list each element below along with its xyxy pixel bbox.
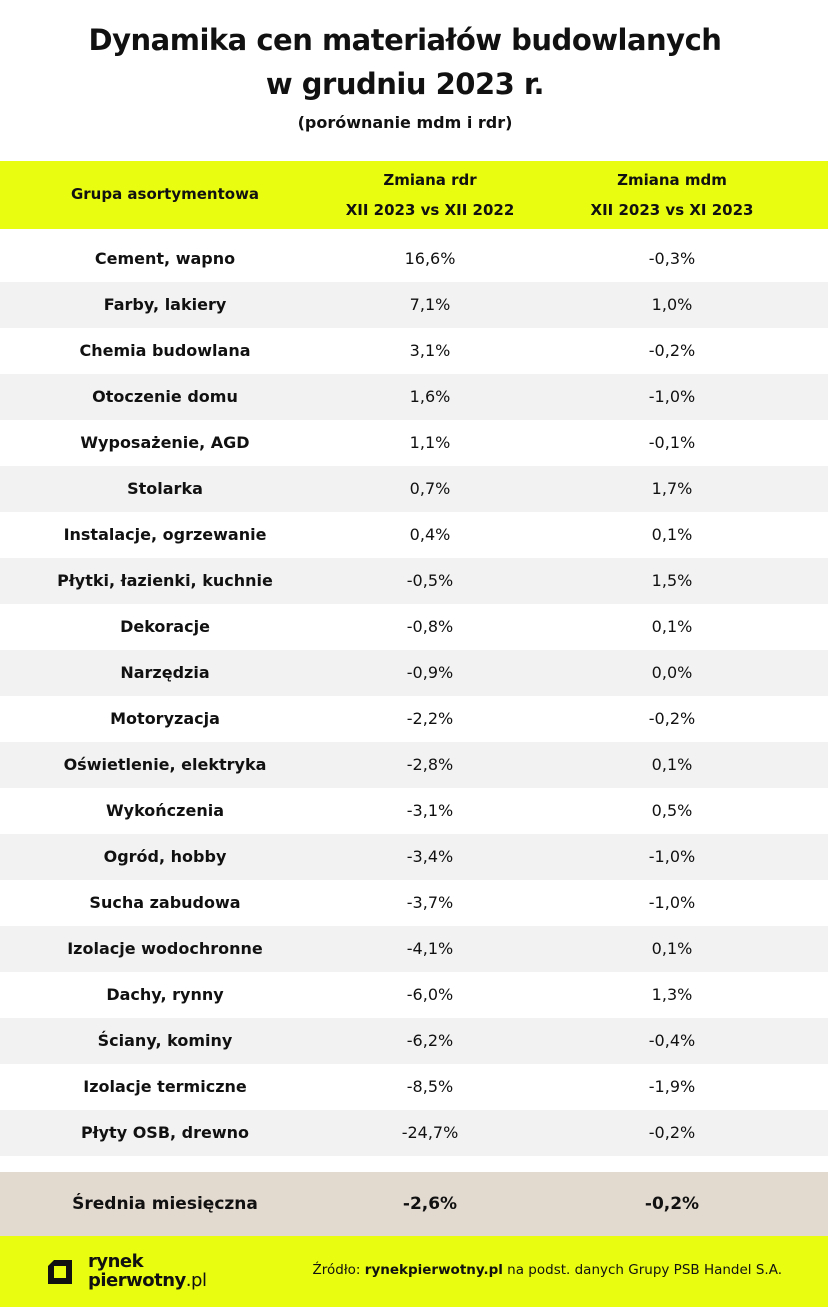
- row-mdm-value: 0,1%: [651, 755, 693, 774]
- source-prefix: Źródło:: [312, 1262, 365, 1278]
- table-row: [0, 236, 828, 282]
- row-rdr-value: 0,4%: [409, 525, 451, 544]
- row-group-name: Wyposażenie, AGD: [80, 433, 250, 452]
- row-group-name: Sucha zabudowa: [89, 893, 241, 912]
- table-body: [0, 236, 828, 1156]
- row-mdm-value: -0,2%: [648, 709, 696, 728]
- row-group-name: Motoryzacja: [110, 709, 220, 728]
- title-line-1: Dynamika cen materiałów budowlanych: [88, 23, 722, 57]
- row-group-name: Izolacje wodochronne: [67, 939, 263, 958]
- row-rdr-value: 16,6%: [404, 249, 456, 268]
- row-group-name: Ogród, hobby: [103, 847, 227, 866]
- row-group-name: Ściany, kominy: [97, 1031, 233, 1050]
- average-rdr: -2,6%: [402, 1194, 458, 1214]
- page-subtitle: (porównanie mdm i rdr): [297, 113, 513, 132]
- row-mdm-value: -0,2%: [648, 341, 696, 360]
- row-rdr-value: -2,2%: [406, 709, 454, 728]
- row-rdr-value: 1,6%: [409, 387, 451, 406]
- row-rdr-value: -4,1%: [406, 939, 454, 958]
- table-row: [0, 650, 828, 696]
- table-row: [0, 696, 828, 742]
- table-row: [0, 1064, 828, 1110]
- table-row: [0, 282, 828, 328]
- rynekpierwotny-logo-icon: [46, 1258, 74, 1286]
- row-mdm-value: 1,0%: [651, 295, 693, 314]
- table-row: [0, 742, 828, 788]
- logo-suffix: .pl: [185, 1270, 207, 1291]
- table-row: [0, 512, 828, 558]
- table-row: [0, 788, 828, 834]
- row-rdr-value: -3,7%: [406, 893, 454, 912]
- row-group-name: Stolarka: [127, 479, 203, 498]
- table-row: [0, 558, 828, 604]
- table-row: [0, 374, 828, 420]
- row-group-name: Wykończenia: [106, 801, 224, 820]
- row-rdr-value: -24,7%: [401, 1123, 459, 1142]
- row-mdm-value: -1,0%: [648, 387, 696, 406]
- table-row: [0, 880, 828, 926]
- row-mdm-value: 1,5%: [651, 571, 693, 590]
- row-rdr-value: 1,1%: [409, 433, 451, 452]
- row-mdm-value: -1,9%: [648, 1077, 696, 1096]
- logo-line-1: rynek: [88, 1251, 144, 1272]
- row-group-name: Cement, wapno: [94, 249, 236, 268]
- average-row: [0, 1172, 828, 1236]
- row-group-name: Dekoracje: [120, 617, 210, 636]
- row-group-name: Izolacje termiczne: [83, 1077, 247, 1096]
- row-group-name: Dachy, rynny: [106, 985, 224, 1004]
- table-row: [0, 604, 828, 650]
- row-group-name: Płyty OSB, drewno: [80, 1123, 250, 1142]
- row-rdr-value: -6,0%: [406, 985, 454, 1004]
- table-row: [0, 420, 828, 466]
- row-rdr-value: -0,5%: [406, 571, 454, 590]
- average-label: Średnia miesięczna: [72, 1194, 258, 1214]
- row-rdr-value: 0,7%: [409, 479, 451, 498]
- header-mdm: [572, 165, 772, 225]
- footer: [0, 1236, 828, 1307]
- table-row: [0, 834, 828, 880]
- row-mdm-value: 0,1%: [651, 617, 693, 636]
- table-row: [0, 328, 828, 374]
- row-group-name: Narzędzia: [120, 663, 210, 682]
- table-row: [0, 466, 828, 512]
- page-title: [0, 18, 810, 106]
- row-mdm-value: 1,7%: [651, 479, 693, 498]
- row-group-name: Instalacje, ogrzewanie: [63, 525, 267, 544]
- logo-line-2-main: pierwotny: [88, 1270, 186, 1291]
- row-rdr-value: -2,8%: [406, 755, 454, 774]
- row-rdr-value: -6,2%: [406, 1031, 454, 1050]
- logo-line-2: [88, 1271, 206, 1290]
- logo-text: [88, 1252, 206, 1290]
- row-group-name: Chemia budowlana: [79, 341, 251, 360]
- source-note: [313, 1260, 783, 1280]
- average-mdm: -0,2%: [644, 1194, 700, 1214]
- source-suffix: na podst. danych Grupy PSB Handel S.A.: [502, 1262, 782, 1278]
- row-mdm-value: -0,3%: [648, 249, 696, 268]
- row-mdm-value: 1,3%: [651, 985, 693, 1004]
- row-group-name: Otoczenie domu: [92, 387, 238, 406]
- row-rdr-value: 3,1%: [409, 341, 451, 360]
- row-group-name: Oświetlenie, elektryka: [63, 755, 267, 774]
- row-rdr-value: -8,5%: [406, 1077, 454, 1096]
- table-row: [0, 926, 828, 972]
- row-mdm-value: 0,1%: [651, 525, 693, 544]
- header-rdr: [330, 165, 530, 225]
- header-group: Grupa asortymentowa: [70, 185, 260, 203]
- row-mdm-value: -1,0%: [648, 893, 696, 912]
- header-mdm-period: XII 2023 vs XI 2023: [590, 201, 754, 219]
- row-mdm-value: -0,4%: [648, 1031, 696, 1050]
- row-mdm-value: -0,1%: [648, 433, 696, 452]
- header-rdr-period: XII 2023 vs XII 2022: [345, 201, 515, 219]
- header-rdr-title: Zmiana rdr: [383, 171, 477, 189]
- row-group-name: Farby, lakiery: [103, 295, 227, 314]
- table-header: [0, 161, 828, 229]
- title-line-2: w grudniu 2023 r.: [265, 67, 545, 101]
- row-rdr-value: -3,1%: [406, 801, 454, 820]
- row-mdm-value: -0,2%: [648, 1123, 696, 1142]
- table-row: [0, 972, 828, 1018]
- row-rdr-value: -0,8%: [406, 617, 454, 636]
- table-row: [0, 1018, 828, 1064]
- row-group-name: Płytki, łazienki, kuchnie: [57, 571, 273, 590]
- table-row: [0, 1110, 828, 1156]
- source-site: rynekpierwotny.pl: [364, 1262, 503, 1278]
- row-mdm-value: 0,0%: [651, 663, 693, 682]
- row-mdm-value: 0,5%: [651, 801, 693, 820]
- row-rdr-value: 7,1%: [409, 295, 451, 314]
- row-mdm-value: 0,1%: [651, 939, 693, 958]
- row-rdr-value: -3,4%: [406, 847, 454, 866]
- header-mdm-title: Zmiana mdm: [617, 171, 727, 189]
- row-rdr-value: -0,9%: [406, 663, 454, 682]
- row-mdm-value: -1,0%: [648, 847, 696, 866]
